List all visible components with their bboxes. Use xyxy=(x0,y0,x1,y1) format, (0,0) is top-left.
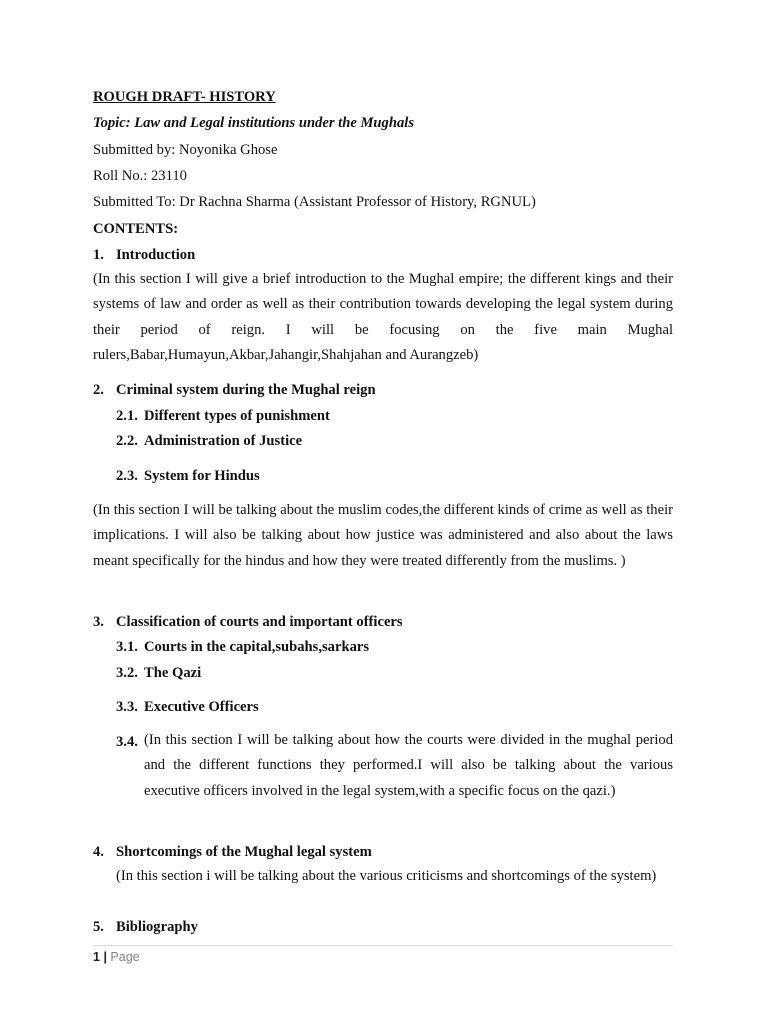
footer-divider xyxy=(93,945,673,946)
roll-no: Roll No.: 23110 xyxy=(93,168,187,184)
section-description: (In this section I will be talking about the muslim codes,the different kinds of crime as well as their implications. I will also be talking about how justice was administered and also about the laws meant specifically for the hindus and how they were treated differently from the muslims. ) xyxy=(93,502,673,569)
subsection-description: (In this section I will be talking about how the courts were divided in the mughal period and the different functions they performed.I will also be talking about the various executive officers involved in the legal system,with a specific focus on the qazi.) xyxy=(144,732,673,799)
section-number: 2. xyxy=(93,382,104,398)
section-number: 5. xyxy=(93,919,104,935)
section-title: Bibliography xyxy=(116,919,198,935)
subsection-number: 3.3. xyxy=(116,699,138,715)
subsection-title: System for Hindus xyxy=(144,468,260,484)
subsection-title: Courts in the capital,subahs,sarkars xyxy=(144,639,370,655)
section-title: Criminal system during the Mughal reign xyxy=(116,382,376,398)
page-label: Page xyxy=(110,950,140,964)
subsection-number: 2.3. xyxy=(116,468,138,484)
submitted-by: Submitted by: Noyonika Ghose xyxy=(93,142,278,158)
section-number: 1. xyxy=(93,247,104,263)
section-number: 3. xyxy=(93,614,104,630)
page-number: 1 xyxy=(93,950,100,964)
subsection-number: 2.2. xyxy=(116,433,138,449)
subsection-title: Executive Officers xyxy=(144,699,259,715)
subsection-number: 3.1. xyxy=(116,639,138,655)
section-title: Shortcomings of the Mughal legal system xyxy=(116,844,372,860)
section-description: (In this section I will give a brief introduction to the Mughal empire; the different kings and their systems of law and order as well as their contribution towards developing the legal system during their period of reign. I will be focusing on the five main Mughal rulers,Babar,Humayun,Akbar,Jahangir,Shahjahan and Aurangzeb) xyxy=(93,271,673,364)
subsection-title: Administration of Justice xyxy=(144,433,303,449)
section-number: 4. xyxy=(93,844,104,860)
section-title: Introduction xyxy=(116,247,196,263)
footer-separator: | xyxy=(103,950,107,964)
subsection-title: The Qazi xyxy=(144,665,202,681)
doc-topic: Topic: Law and Legal institutions under the Mughals xyxy=(93,115,414,131)
subsection-number: 2.1. xyxy=(116,408,138,424)
subsection-number: 3.4. xyxy=(116,734,138,750)
subsection-title: Different types of punishment xyxy=(144,408,330,424)
submitted-to: Submitted To: Dr Rachna Sharma (Assistant Professor of History, RGNUL) xyxy=(93,194,536,210)
contents-heading: CONTENTS: xyxy=(93,221,179,237)
section-title: Classification of courts and important officers xyxy=(116,614,403,630)
section-description: (In this section i will be talking about the various criticisms and shortcomings of the system) xyxy=(116,868,657,884)
subsection-number: 3.2. xyxy=(116,665,138,681)
page-footer xyxy=(93,949,140,965)
doc-title: ROUGH DRAFT- HISTORY xyxy=(93,89,276,105)
